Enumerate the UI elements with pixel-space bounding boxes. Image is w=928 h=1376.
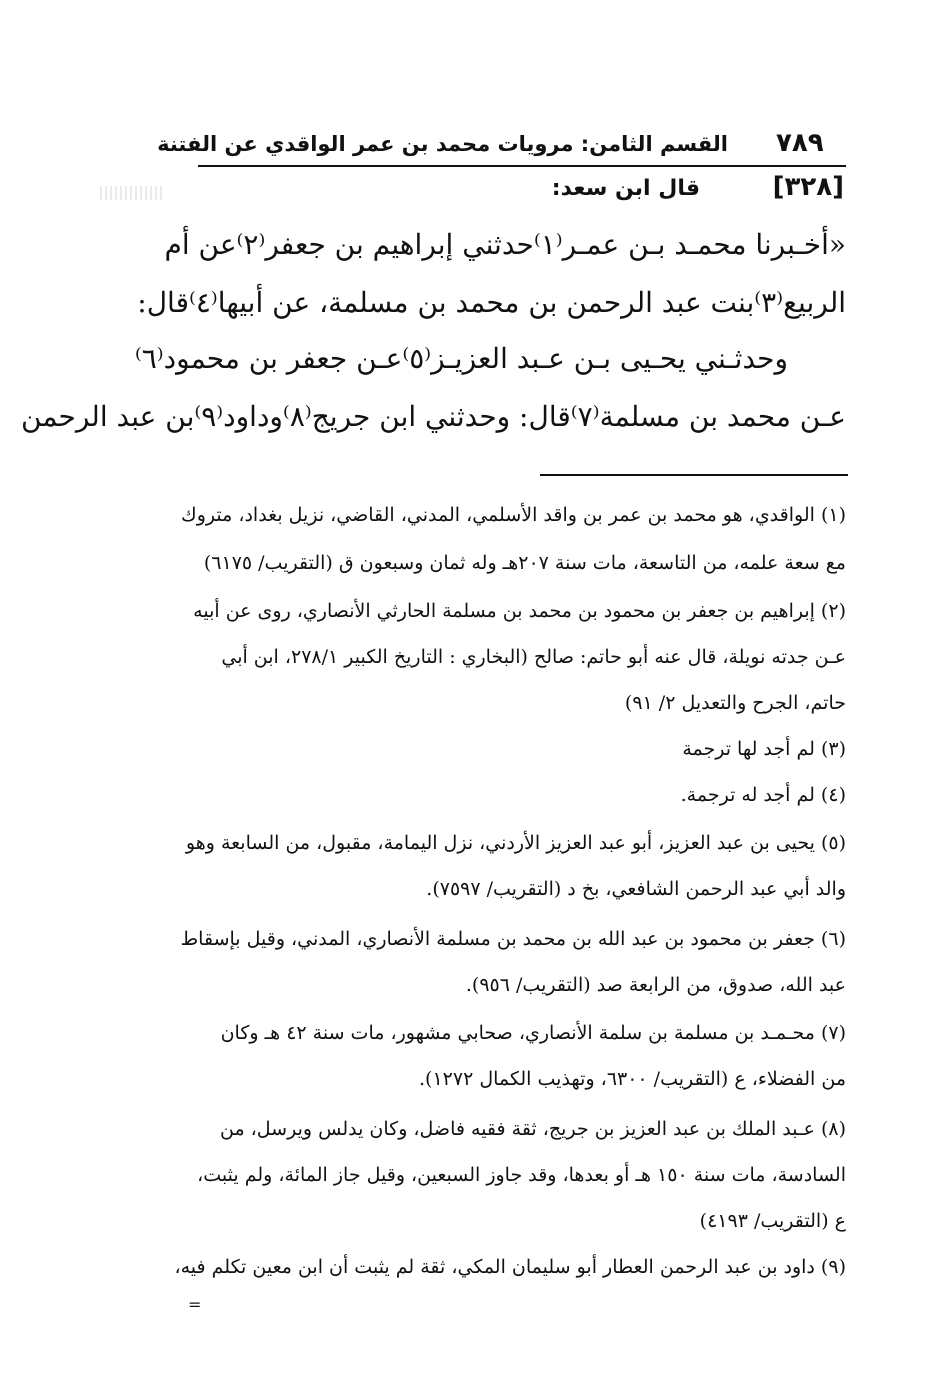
footnote-line: (٩) داود بن عبد الرحمن العطار أبو سليمان المكي، ثقة لم يثبت أن ابن معين تكلم فيه، bbox=[174, 1256, 846, 1278]
entry-intro: قال ابن سعد: bbox=[551, 176, 700, 201]
footnote-line: (٨) عـبد الملك بن عبد العزيز بن جريج، ثقة فقيه فاضل، وكان يدلس ويرسل، من bbox=[219, 1118, 846, 1140]
footnote-line: (٦) جعفر بن محمود بن عبد الله بن محمد بن مسلمة الأنصاري، المدني، وقيل بإسقاط bbox=[180, 928, 846, 950]
footnote-line: (٥) يحيى بن عبد العزيز، أبو عبد العزيز الأردني، نزل اليمامة، مقبول، من السابعة وهو bbox=[185, 832, 846, 854]
footnote-rule bbox=[540, 474, 848, 476]
footnote-line: عـن جدته نويلة، قال عنه أبو حاتم: صالح (البخاري : التاريخ الكبير ٢٧٨/١، ابن أبي bbox=[221, 646, 846, 668]
body-line: الربيع⁽٣⁾بنت عبد الرحمن بن محمد بن مسلمة، عن أبيها⁽٤⁾قال: bbox=[137, 286, 846, 319]
footnote-line: (٤) لم أجد له ترجمة. bbox=[680, 784, 846, 806]
scan-smudge bbox=[100, 186, 164, 200]
page-number: ٧٨٩ bbox=[776, 128, 824, 158]
footnote-line: السادسة، مات سنة ١٥٠ هـ أو بعدها، وقد جاوز السبعين، وقيل جاز المائة، ولم يثبت، bbox=[197, 1164, 846, 1186]
footnote-line: ع (التقريب/ ٤١٩٣) bbox=[699, 1210, 846, 1232]
entry-number: [٣٢٨] bbox=[772, 172, 844, 202]
header-rule bbox=[198, 165, 846, 167]
footnote-line: (٧) محـمـد بن مسلمة بن سلمة الأنصاري، صحابي مشهور، مات سنة ٤٢ هـ وكان bbox=[220, 1022, 846, 1044]
continuation-mark: = bbox=[188, 1295, 202, 1314]
footnote-line: مع سعة علمه، من التاسعة، مات سنة ٢٠٧هـ وله ثمان وسبعون ق (التقريب/ ٦١٧٥) bbox=[203, 552, 846, 574]
footnote-line: (١) الواقدي، هو محمد بن عمر بن واقد الأسلمي، المدني، القاضي، نزيل بغداد، متروك bbox=[181, 504, 846, 526]
footnote-line: والد أبي عبد الرحمن الشافعي، بخ د (التقريب/ ٧٥٩٧). bbox=[426, 878, 846, 900]
body-line: عـن محمد بن مسلمة⁽٧⁾قال: وحدثني ابن جريج⁽٨⁾وداود⁽٩⁾بن عبد الرحمن bbox=[21, 400, 846, 433]
footnote-line: حاتم، الجرح والتعديل ٢/ ٩١) bbox=[624, 692, 846, 714]
footnote-line: عبد الله، صدوق، من الرابعة صد (التقريب/ ٩٥٦). bbox=[465, 974, 846, 996]
footnote-line: من الفضلاء، ع (التقريب/ ٦٣٠٠، وتهذيب الكمال ١٢٧٢). bbox=[419, 1068, 846, 1090]
body-line: «أخـبرنا محمـد بـن عمـر⁽١⁾حدثني إبراهيم بن جعفر⁽٢⁾عن أم bbox=[164, 228, 846, 261]
footnote-line: (٢) إبراهيم بن جعفر بن محمود بن محمد بن مسلمة الحارثي الأنصاري، روى عن أبيه bbox=[193, 600, 846, 622]
footnote-line: (٣) لم أجد لها ترجمة bbox=[682, 738, 846, 760]
body-line: وحدثـني يحـيى بـن عـبد العزيـز⁽٥⁾عـن جعفر بن محمود⁽٦⁾ bbox=[134, 342, 788, 375]
running-header-title: القسم الثامن: مرويات محمد بن عمر الواقدي عن الفتنة bbox=[157, 132, 728, 156]
